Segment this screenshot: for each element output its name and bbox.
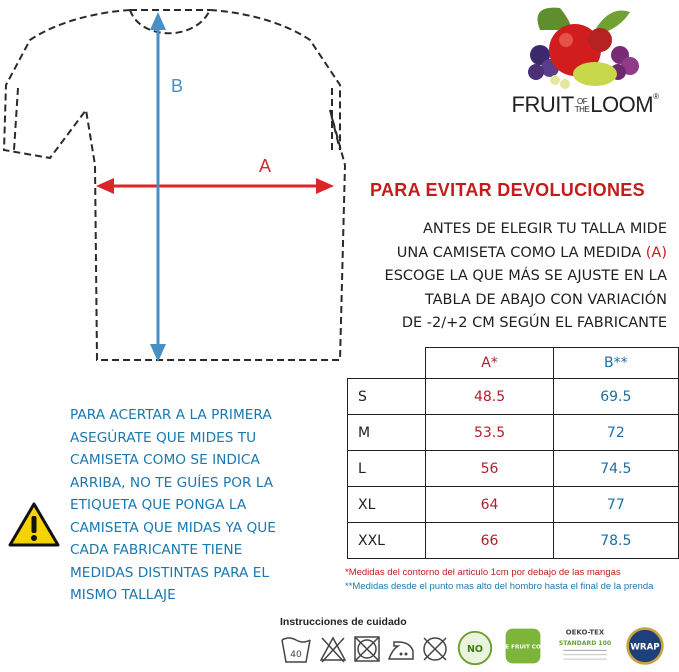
advice-line: MEDIDAS DISTINTAS PARA EL	[70, 564, 270, 581]
advice-line: CADA FABRICANTE TIENE	[70, 542, 243, 558]
measure-b-cell: 78.5	[553, 523, 678, 559]
measure-b-cell: 74.5	[553, 451, 678, 487]
svg-text:STANDARD 100: STANDARD 100	[558, 640, 612, 648]
fruit-code-badge-icon	[496, 626, 550, 666]
table-header-row	[348, 348, 679, 379]
measure-b-label: B	[171, 76, 184, 96]
size-cell: L	[348, 451, 426, 487]
advice-line: ARRIBA, NO TE GUÍES POR LA	[70, 474, 274, 491]
table-row	[348, 415, 679, 451]
measurement-advice	[70, 404, 340, 607]
svg-text:OEKO-TEX: OEKO-TEX	[565, 628, 605, 637]
oeko-tex-badge-icon	[552, 626, 618, 666]
measure-b-cell: 69.5	[553, 379, 678, 415]
brand-logo	[500, 0, 670, 125]
care-instructions-title: Instrucciones de cuidado	[280, 616, 407, 628]
logo-wordmark: FRUIT OF THELOOM®	[511, 92, 659, 117]
measure-a-arrow	[96, 178, 334, 194]
advice-line: PARA ACERTAR A LA PRIMERA	[70, 407, 272, 423]
table-header-empty	[348, 348, 426, 379]
table-row	[348, 451, 679, 487]
heading-avoid-returns: PARA EVITAR DEVOLUCIONES	[370, 180, 645, 200]
instr-line: ESCOGE LA QUE MÁS SE AJUSTE EN LA	[384, 268, 667, 284]
advice-line: MISMO TALLAJE	[70, 587, 176, 603]
footnote-b: **Medidas desde el punto mas alto del hombro hasta el final de la prenda	[345, 581, 654, 592]
measure-instructions	[347, 218, 667, 336]
table-header-a: A*	[426, 348, 553, 379]
measure-a-label: A	[259, 156, 272, 176]
measure-a-cell: 64	[426, 487, 553, 523]
size-cell: XL	[348, 487, 426, 523]
no-dry-clean-icon	[420, 630, 450, 670]
iron-icon	[386, 630, 416, 670]
tshirt-diagram	[0, 0, 360, 375]
measure-b-cell: 72	[553, 415, 678, 451]
measure-a-cell: 53.5	[426, 415, 553, 451]
table-row	[348, 523, 679, 559]
svg-text:NO: NO	[466, 643, 484, 655]
instr-line: TABLA DE ABAJO CON VARIACIÓN	[424, 291, 667, 308]
instr-line: ANTES DE ELEGIR TU TALLA MIDE	[423, 221, 667, 237]
size-cell: M	[348, 415, 426, 451]
instr-line: UNA CAMISETA COMO LA MEDIDA (A)	[396, 244, 667, 261]
advice-line: ASEGÚRATE QUE MIDES TU	[70, 429, 257, 446]
warning-icon	[8, 502, 60, 548]
footnote-a: *Medidas del contorno del articulo 1cm por debajo de las mangas	[345, 567, 621, 578]
no-bleach-icon	[318, 630, 348, 670]
table-header-b: B**	[553, 348, 678, 379]
fruit-logo-icon	[500, 0, 670, 92]
advice-line: CAMISETA COMO SE INDICA	[70, 452, 260, 468]
size-cell: S	[348, 379, 426, 415]
svg-text:WRAP: WRAP	[630, 642, 660, 653]
measure-a-cell: 66	[426, 523, 553, 559]
size-cell: XXL	[348, 523, 426, 559]
advice-line: CAMISETA QUE MIDAS YA QUE	[70, 519, 276, 536]
wrap-badge-icon	[622, 626, 668, 666]
no-tumble-dry-icon	[352, 630, 382, 670]
svg-text:40: 40	[290, 650, 302, 660]
table-row	[348, 379, 679, 415]
size-table	[347, 347, 679, 559]
svg-text:THE FRUIT CODE: THE FRUIT CODE	[496, 644, 550, 651]
measure-a-cell: 48.5	[426, 379, 553, 415]
measure-a-cell: 56	[426, 451, 553, 487]
no-toxic-badge-icon	[455, 628, 495, 668]
instr-line: DE -2/+2 CM SEGÚN EL FABRICANTE	[401, 315, 667, 331]
measure-b-cell: 77	[553, 487, 678, 523]
table-row	[348, 487, 679, 523]
wash-40-icon	[280, 630, 312, 670]
advice-line: ETIQUETA QUE PONGA LA	[70, 497, 247, 513]
